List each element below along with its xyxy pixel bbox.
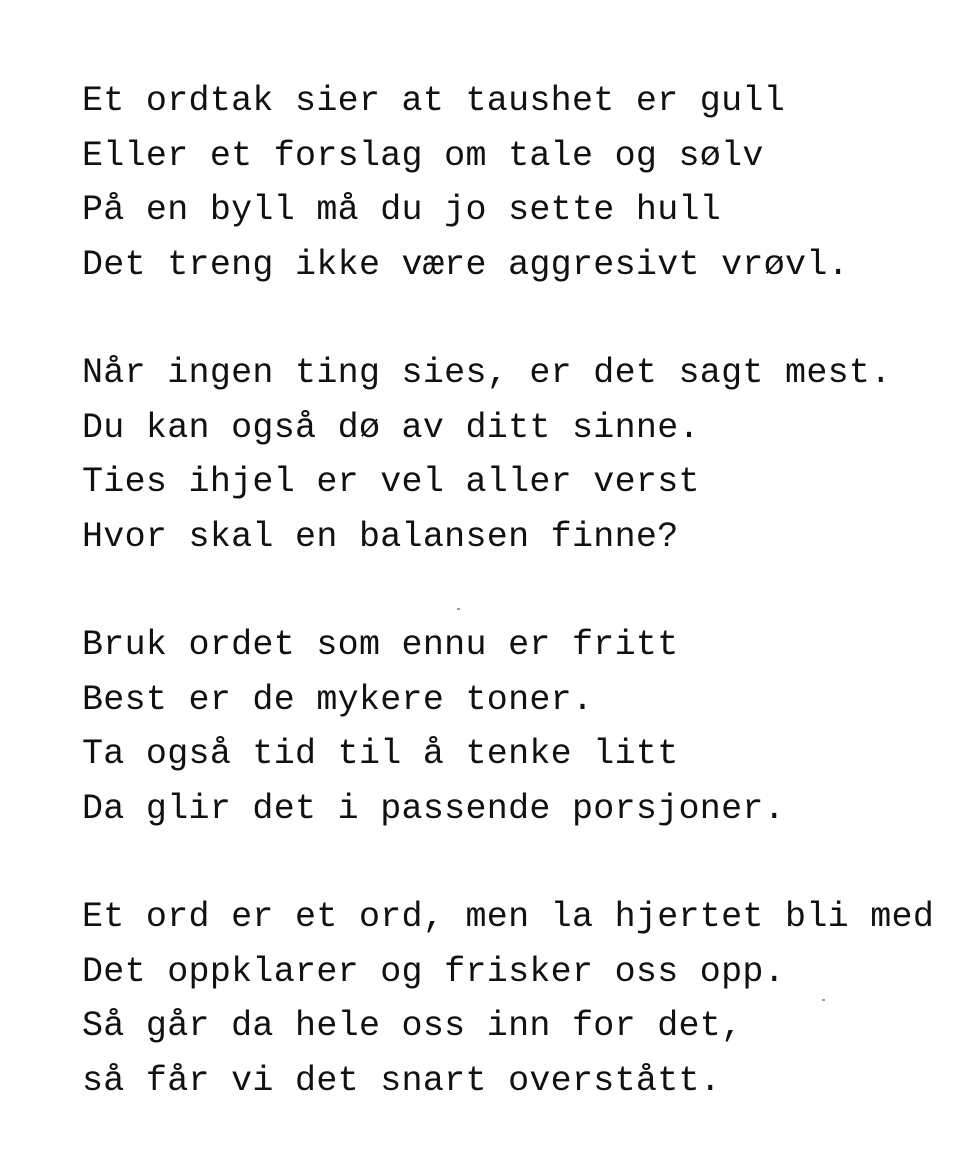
poem <box>82 74 962 1162</box>
poem-line: Ties ihjel er vel aller verst <box>82 462 700 502</box>
poem-line: Eller et forslag om tale og sølv <box>82 135 764 176</box>
poem-line: så får vi det snart overstått. <box>82 1060 722 1101</box>
poem-line: Best er de mykere toner. <box>82 679 594 720</box>
poem-line: Hvor skal en balansen finne? <box>82 516 679 557</box>
scan-speck <box>457 608 460 610</box>
poem-line: Ta også tid til å tenke litt <box>82 734 679 774</box>
poem-line: Da glir det i passende porsjoner. <box>82 788 786 829</box>
poem-line: På en byll må du jo sette hull <box>82 190 722 230</box>
stanza-1 <box>82 74 962 292</box>
stanza-3 <box>82 618 962 836</box>
scan-speck <box>822 999 825 1001</box>
stanza-4 <box>82 890 962 1108</box>
poem-line: Bruk ordet som ennu er fritt <box>82 625 679 665</box>
poem-line: Det treng ikke være aggresivt vrøvl. <box>82 244 849 285</box>
poem-line: Et ord er et ord, men la hjertet bli med <box>82 897 935 937</box>
poem-line: Et ordtak sier at taushet er gull <box>82 81 786 121</box>
poem-line: Når ingen ting sies, er det sagt mest. <box>82 353 892 393</box>
stanza-2 <box>82 346 962 564</box>
poem-line: Du kan også dø av ditt sinne. <box>82 407 700 448</box>
poem-line: Det oppklarer og frisker oss opp. <box>82 951 786 992</box>
poem-line: Så går da hele oss inn for det, <box>82 1006 743 1046</box>
